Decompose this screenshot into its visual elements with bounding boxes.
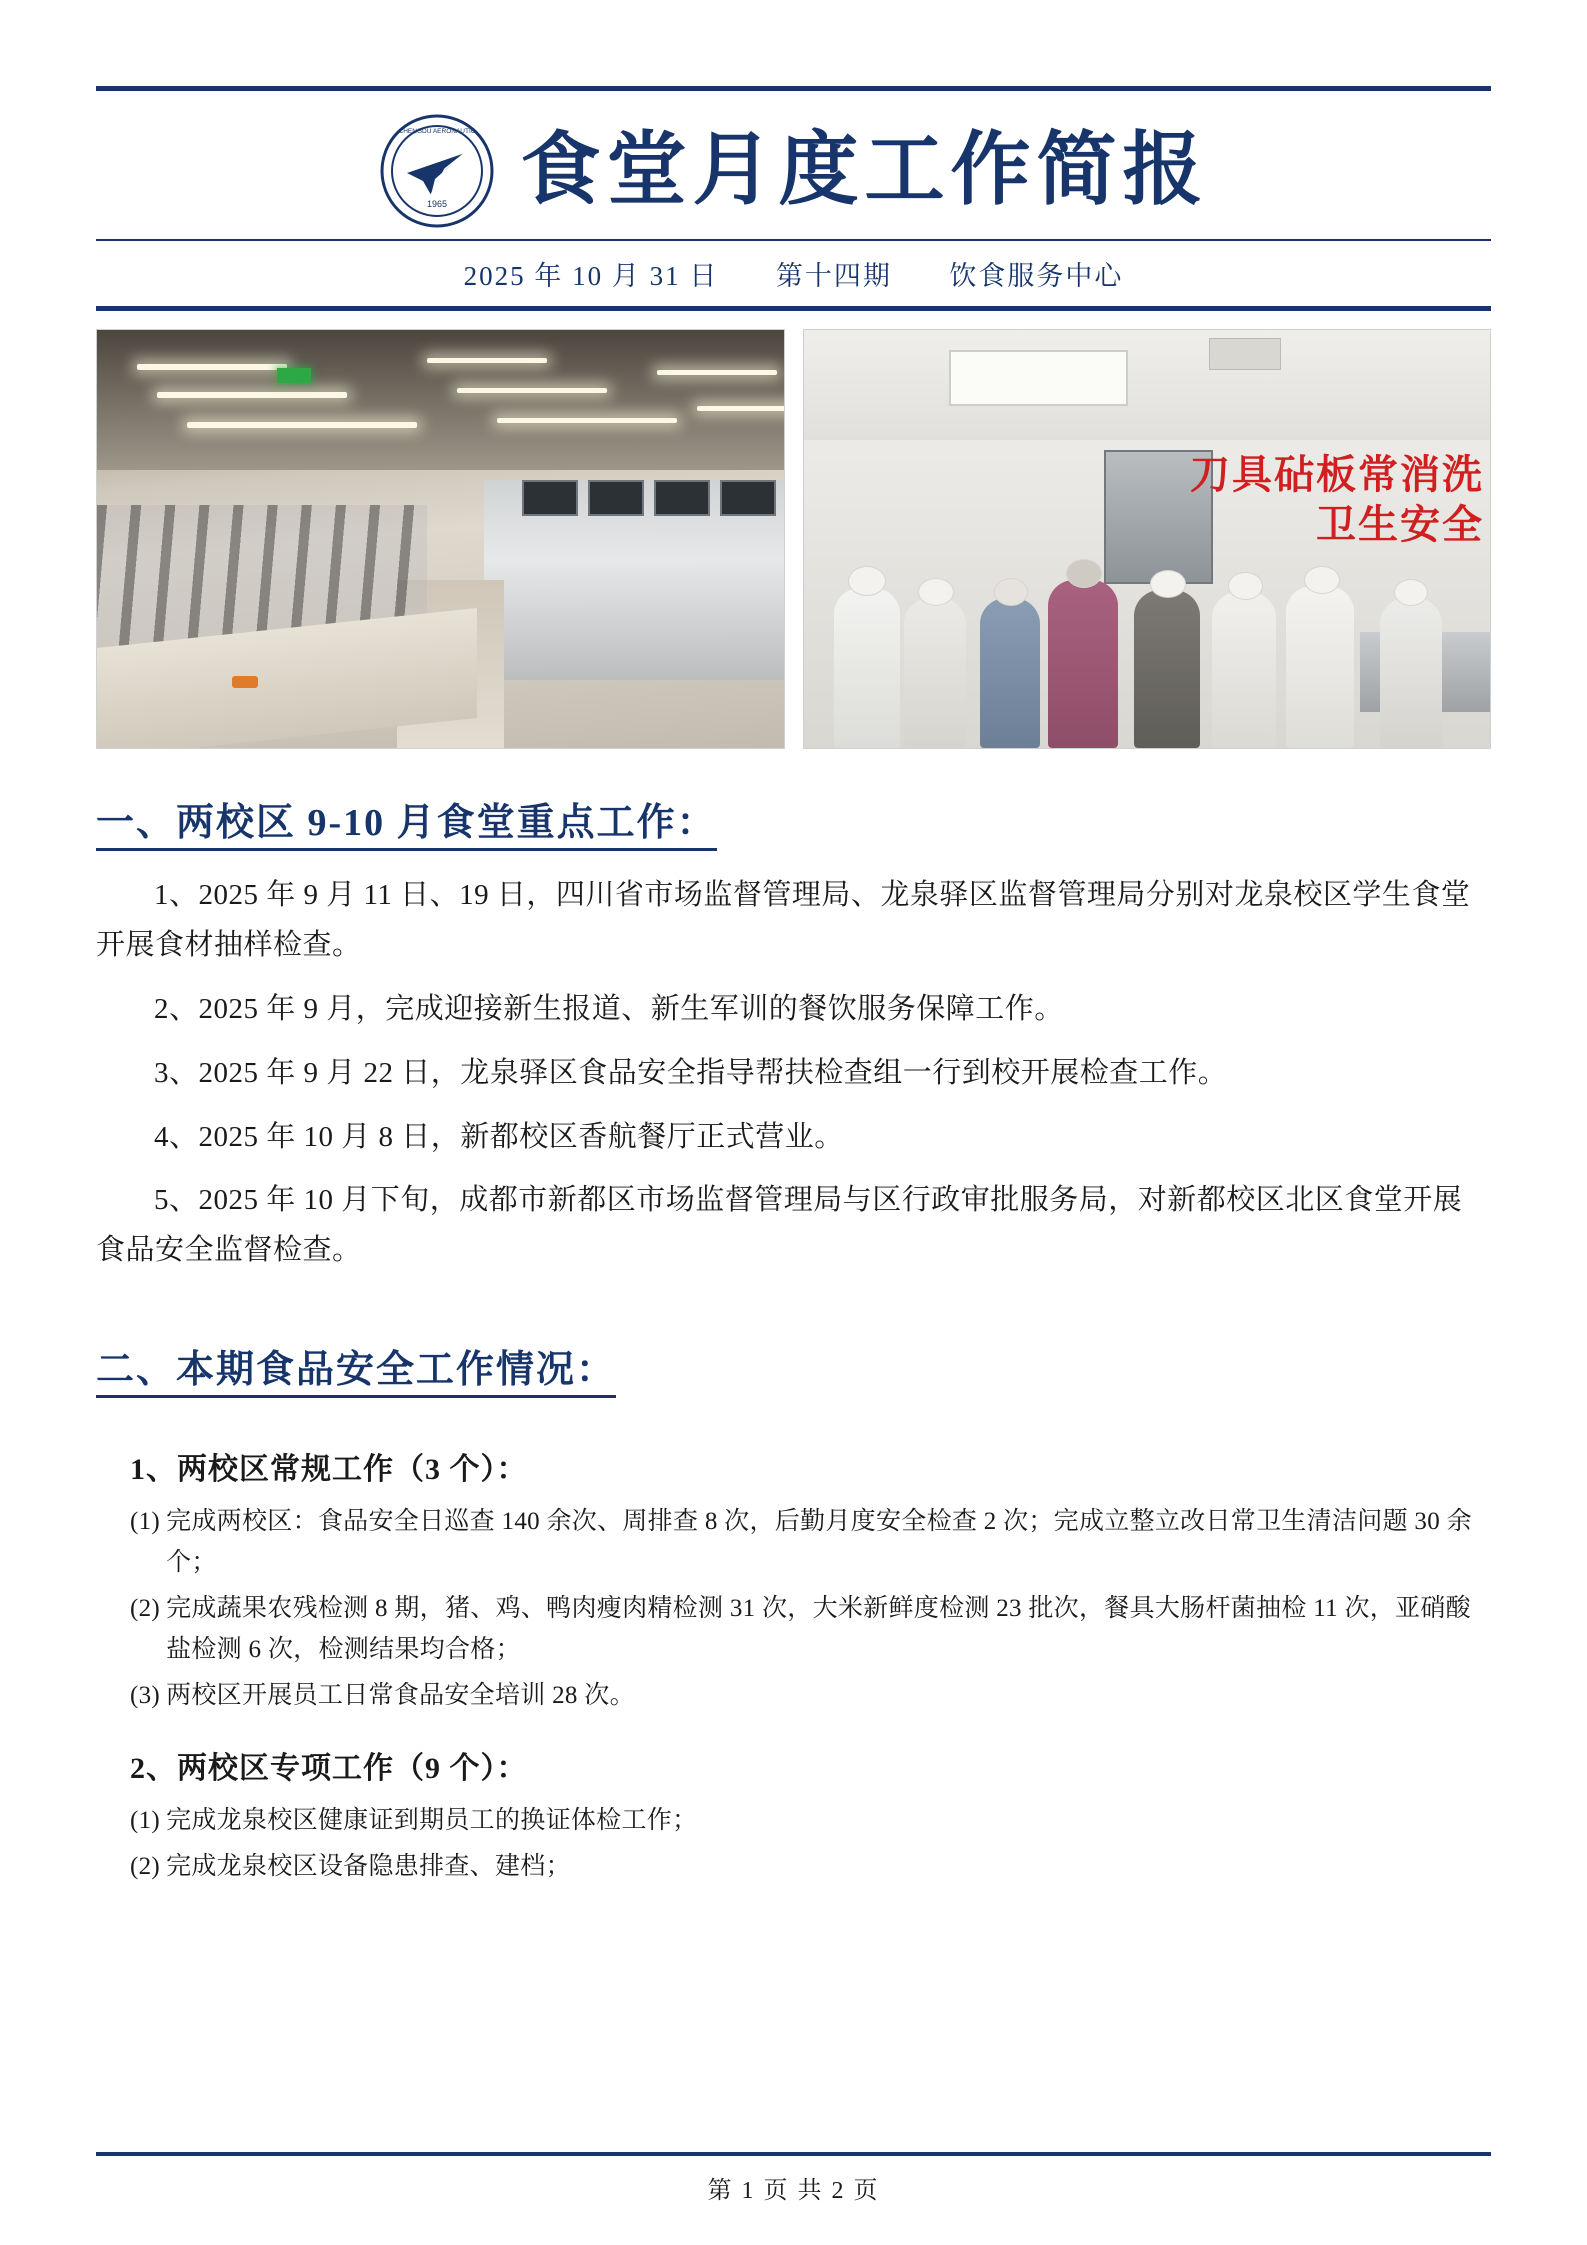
- hair-net-icon: [918, 578, 954, 606]
- staff-person: [834, 588, 900, 748]
- ceiling-vent-icon: [949, 350, 1128, 406]
- section-one-paragraph: 3、2025 年 9 月 22 日，龙泉驿区食品安全指导帮扶检查组一行到校开展检查工作。: [154, 1056, 1228, 1089]
- list-item-marker: (2): [130, 1853, 161, 1881]
- exit-sign: [277, 368, 311, 383]
- staff-person: [1048, 580, 1118, 748]
- kitchen-ceiling: [804, 330, 1491, 440]
- staff-person: [1286, 586, 1354, 748]
- section-one: [96, 783, 1491, 1276]
- section-one-paragraph: 4、2025 年 10 月 8 日，新都校区香航餐厅正式营业。: [154, 1120, 844, 1153]
- masthead: [96, 91, 1491, 239]
- staff-person: [1212, 592, 1276, 748]
- section-two: [96, 1330, 1491, 1888]
- ceiling-band: [97, 330, 784, 470]
- hair-net-icon: [1228, 572, 1263, 600]
- university-emblem-icon: [379, 113, 495, 229]
- list-item-marker: (3): [130, 1682, 161, 1710]
- routine-work-list: [96, 1502, 1491, 1717]
- section-two-heading: 二、本期食品安全工作情况：: [96, 1338, 616, 1398]
- group-title-special: 2、两校区专项工作（9 个）：: [130, 1751, 528, 1785]
- wall-slogan-line1: 刀具砧板常消洗: [1190, 453, 1484, 497]
- page-footer: [96, 2152, 1491, 2205]
- canteen-dining-hall-photo: [96, 329, 785, 749]
- list-item-marker: (1): [130, 1508, 161, 1536]
- staff-person: [904, 598, 966, 748]
- section-one-paragraph: 5、2025 年 10 月下旬，成都市新都区市场监督管理局与区行政审批服务局，对新都校区北区食堂开展食品安全监督检查。: [96, 1184, 1463, 1267]
- issue-date: 2025 年 10 月 31 日: [463, 261, 719, 291]
- svg-text:CHENGDU AERONAUTIC: CHENGDU AERONAUTIC: [398, 128, 475, 135]
- issue-number: 第十四期: [775, 261, 892, 291]
- section-one-paragraph: 2、2025 年 9 月，完成迎接新生报道、新生军训的餐饮服务保障工作。: [154, 992, 1064, 1025]
- list-item-text: 完成蔬果农残检测 8 期，猪、鸡、鸭肉瘦肉精检测 31 次，大米新鲜度检测 23 批次，餐具大肠杆菌抽检 11 次，亚硝酸盐检测 6 次，检测结果均合格；: [166, 1595, 1471, 1663]
- hair-net-icon: [1066, 559, 1102, 588]
- section-one-paragraph: 1、2025 年 9 月 11 日、19 日，四川省市场监督管理局、龙泉驿区监督管理局分别对龙泉校区学生食堂开展食材抽样检查。: [96, 879, 1471, 961]
- list-item-marker: (1): [130, 1806, 161, 1834]
- list-item-text: 两校区开展员工日常食品安全培训 28 次。: [166, 1682, 635, 1710]
- list-item-marker: (2): [130, 1595, 161, 1623]
- list-item: [130, 1589, 1491, 1670]
- menu-screens: [486, 480, 776, 522]
- issue-department: 饮食服务中心: [949, 261, 1124, 291]
- issue-line: [96, 241, 1491, 306]
- hair-net-icon: [1394, 579, 1428, 606]
- staff-person: [1134, 590, 1200, 748]
- wall-slogan-line2: 卫生安全: [1316, 503, 1484, 547]
- hair-net-icon: [848, 566, 886, 596]
- special-work-list: [96, 1801, 1491, 1888]
- list-item: [130, 1847, 1491, 1888]
- list-item: [130, 1801, 1491, 1842]
- orange-tray: [232, 676, 258, 688]
- hair-net-icon: [1304, 566, 1340, 594]
- ceiling-duct-icon: [1209, 338, 1281, 370]
- list-item: [130, 1676, 1491, 1717]
- staff-person: [980, 598, 1040, 748]
- photo-row: [96, 329, 1491, 749]
- staff-person: [1380, 598, 1442, 748]
- list-item-text: 完成两校区：食品安全日巡查 140 余次、周排查 8 次，后勤月度安全检查 2 次；完成立整立改日常卫生清洁问题 30 余个；: [166, 1508, 1472, 1576]
- svg-text:1965: 1965: [426, 199, 447, 209]
- kitchen-inspection-photo: [803, 329, 1492, 749]
- list-item-text: 完成龙泉校区健康证到期员工的换证体检工作；: [166, 1806, 698, 1834]
- page-number: 第 1 页 共 2 页: [707, 2178, 880, 2204]
- group-title-routine: 1、两校区常规工作（3 个）：: [130, 1453, 528, 1487]
- footer-rule: [96, 2152, 1491, 2156]
- masthead-bottom-rule: [96, 306, 1491, 311]
- hair-net-icon: [994, 578, 1028, 606]
- list-item: [130, 1502, 1491, 1583]
- hair-net-icon: [1150, 570, 1186, 598]
- staff-group: [804, 528, 1491, 748]
- list-item-text: 完成龙泉校区设备隐患排查、建档；: [166, 1853, 571, 1881]
- section-one-heading: 一、两校区 9-10 月食堂重点工作：: [96, 791, 717, 851]
- page-title: 食堂月度工作简报: [520, 127, 1209, 215]
